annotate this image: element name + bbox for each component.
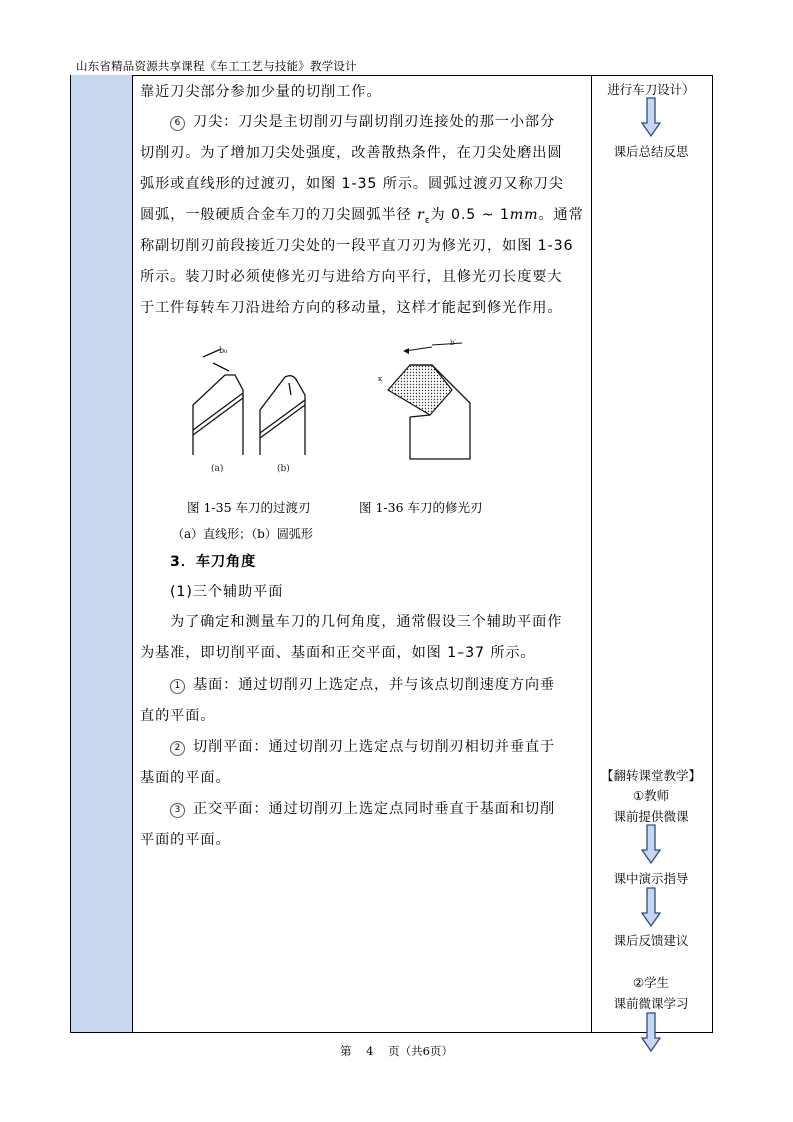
fig-label-b: (b) <box>277 464 290 474</box>
list-item-cont: 直的平面。 <box>140 708 216 724</box>
para-text: 为了确定和测量车刀的几何角度，通常假设三个辅助平面作 <box>170 614 563 630</box>
item-number: 3 <box>170 803 185 818</box>
para-text: 所示。装刀时必须使修光刃与进给方向平行，且修光刃长度要大 <box>140 269 563 285</box>
list-item: 3 正交平面：通过切削刃上选定点同时垂直于基面和切削 <box>170 799 555 819</box>
sidebar-text: 课后总结反思 <box>613 144 689 159</box>
item-number: 1 <box>170 679 185 694</box>
page-footer: 第 4 页（共6页） <box>340 1044 453 1058</box>
sidebar-text: 进行车刀设计） <box>607 82 695 97</box>
para-text: 称副切削刃前段接近刀尖处的一段平直刀刃为修光刃，如图 1-36 <box>140 238 574 254</box>
para-text: 6 刀尖：刀尖是主切削刃与副切削刃连接处的那一小部分 <box>170 112 555 132</box>
sidebar-text: ②学生 <box>632 975 670 990</box>
para-text: 靠近刀尖部分参加少量的切削工作。 <box>140 84 382 100</box>
para-text: 于工件每转车刀沿进给方向的移动量，这样才能起到修光作用。 <box>140 300 563 316</box>
para-text: 圆弧，一般硬质合金车刀的刀尖圆弧半径 $r_\varepsilon$为 0.5 ~ 1mm。通常 <box>140 207 584 226</box>
arrow-down-icon <box>641 824 661 864</box>
left-column <box>71 75 133 1032</box>
sidebar-text: 课前微课学习 <box>613 996 689 1011</box>
sidebar-text: ①教师 <box>632 788 670 803</box>
section-heading: 3．车刀角度 <box>170 554 257 570</box>
sidebar-text: 课后反馈建议 <box>613 933 689 948</box>
right-column-divider <box>591 75 592 1032</box>
sidebar-text: 课前提供微课 <box>613 809 689 824</box>
figure-caption: 图 1-36 车刀的修光刃 <box>359 500 483 515</box>
arrow-down-icon <box>641 97 661 137</box>
fig-label-a: (a) <box>211 464 224 474</box>
svg-text:b′: b′ <box>450 339 457 347</box>
sidebar-text: 课中演示指导 <box>613 871 689 886</box>
list-item: 2 切削平面：通过切削刃上选定点与切削刃相切并垂直于 <box>170 737 555 757</box>
arrow-down-icon <box>641 887 661 927</box>
svg-text:κ: κ <box>378 375 383 383</box>
header-title: 山东省精品资源共享课程《车工工艺与技能》教学设计 <box>76 59 357 73</box>
para-text: 弧形或直线形的过渡刃，如图 1-35 所示。圆弧过渡刃又称刀尖 <box>140 176 564 192</box>
para-text: 切削刃。为了增加刀尖处强度，改善散热条件，在刀尖处磨出圆 <box>140 145 563 161</box>
item-number: 6 <box>170 116 185 131</box>
figure-1-35-transition-edge <box>185 335 325 475</box>
page-number: 4 <box>366 1044 374 1058</box>
sidebar-heading: 【翻转课堂教学】 <box>600 768 701 783</box>
list-item-cont: 平面的平面。 <box>140 832 231 848</box>
para-text: 为基准，即切削平面、基面和正交平面，如图 1–37 所示。 <box>140 645 536 661</box>
subsection-heading: (1)三个辅助平面 <box>170 584 284 600</box>
figure-1-36-wiper-edge <box>370 335 500 465</box>
figure-subcaption: （a）直线形；（b）圆弧形 <box>172 527 313 541</box>
svg-text:b₀: b₀ <box>219 346 228 355</box>
total-pages: 6 <box>422 1044 430 1058</box>
figure-caption: 图 1-35 车刀的过渡刃 <box>187 500 311 515</box>
list-item-cont: 基面的平面。 <box>140 770 231 786</box>
list-item: 1 基面：通过切削刃上选定点，并与该点切削速度方向垂 <box>170 675 555 695</box>
item-number: 2 <box>170 741 185 756</box>
